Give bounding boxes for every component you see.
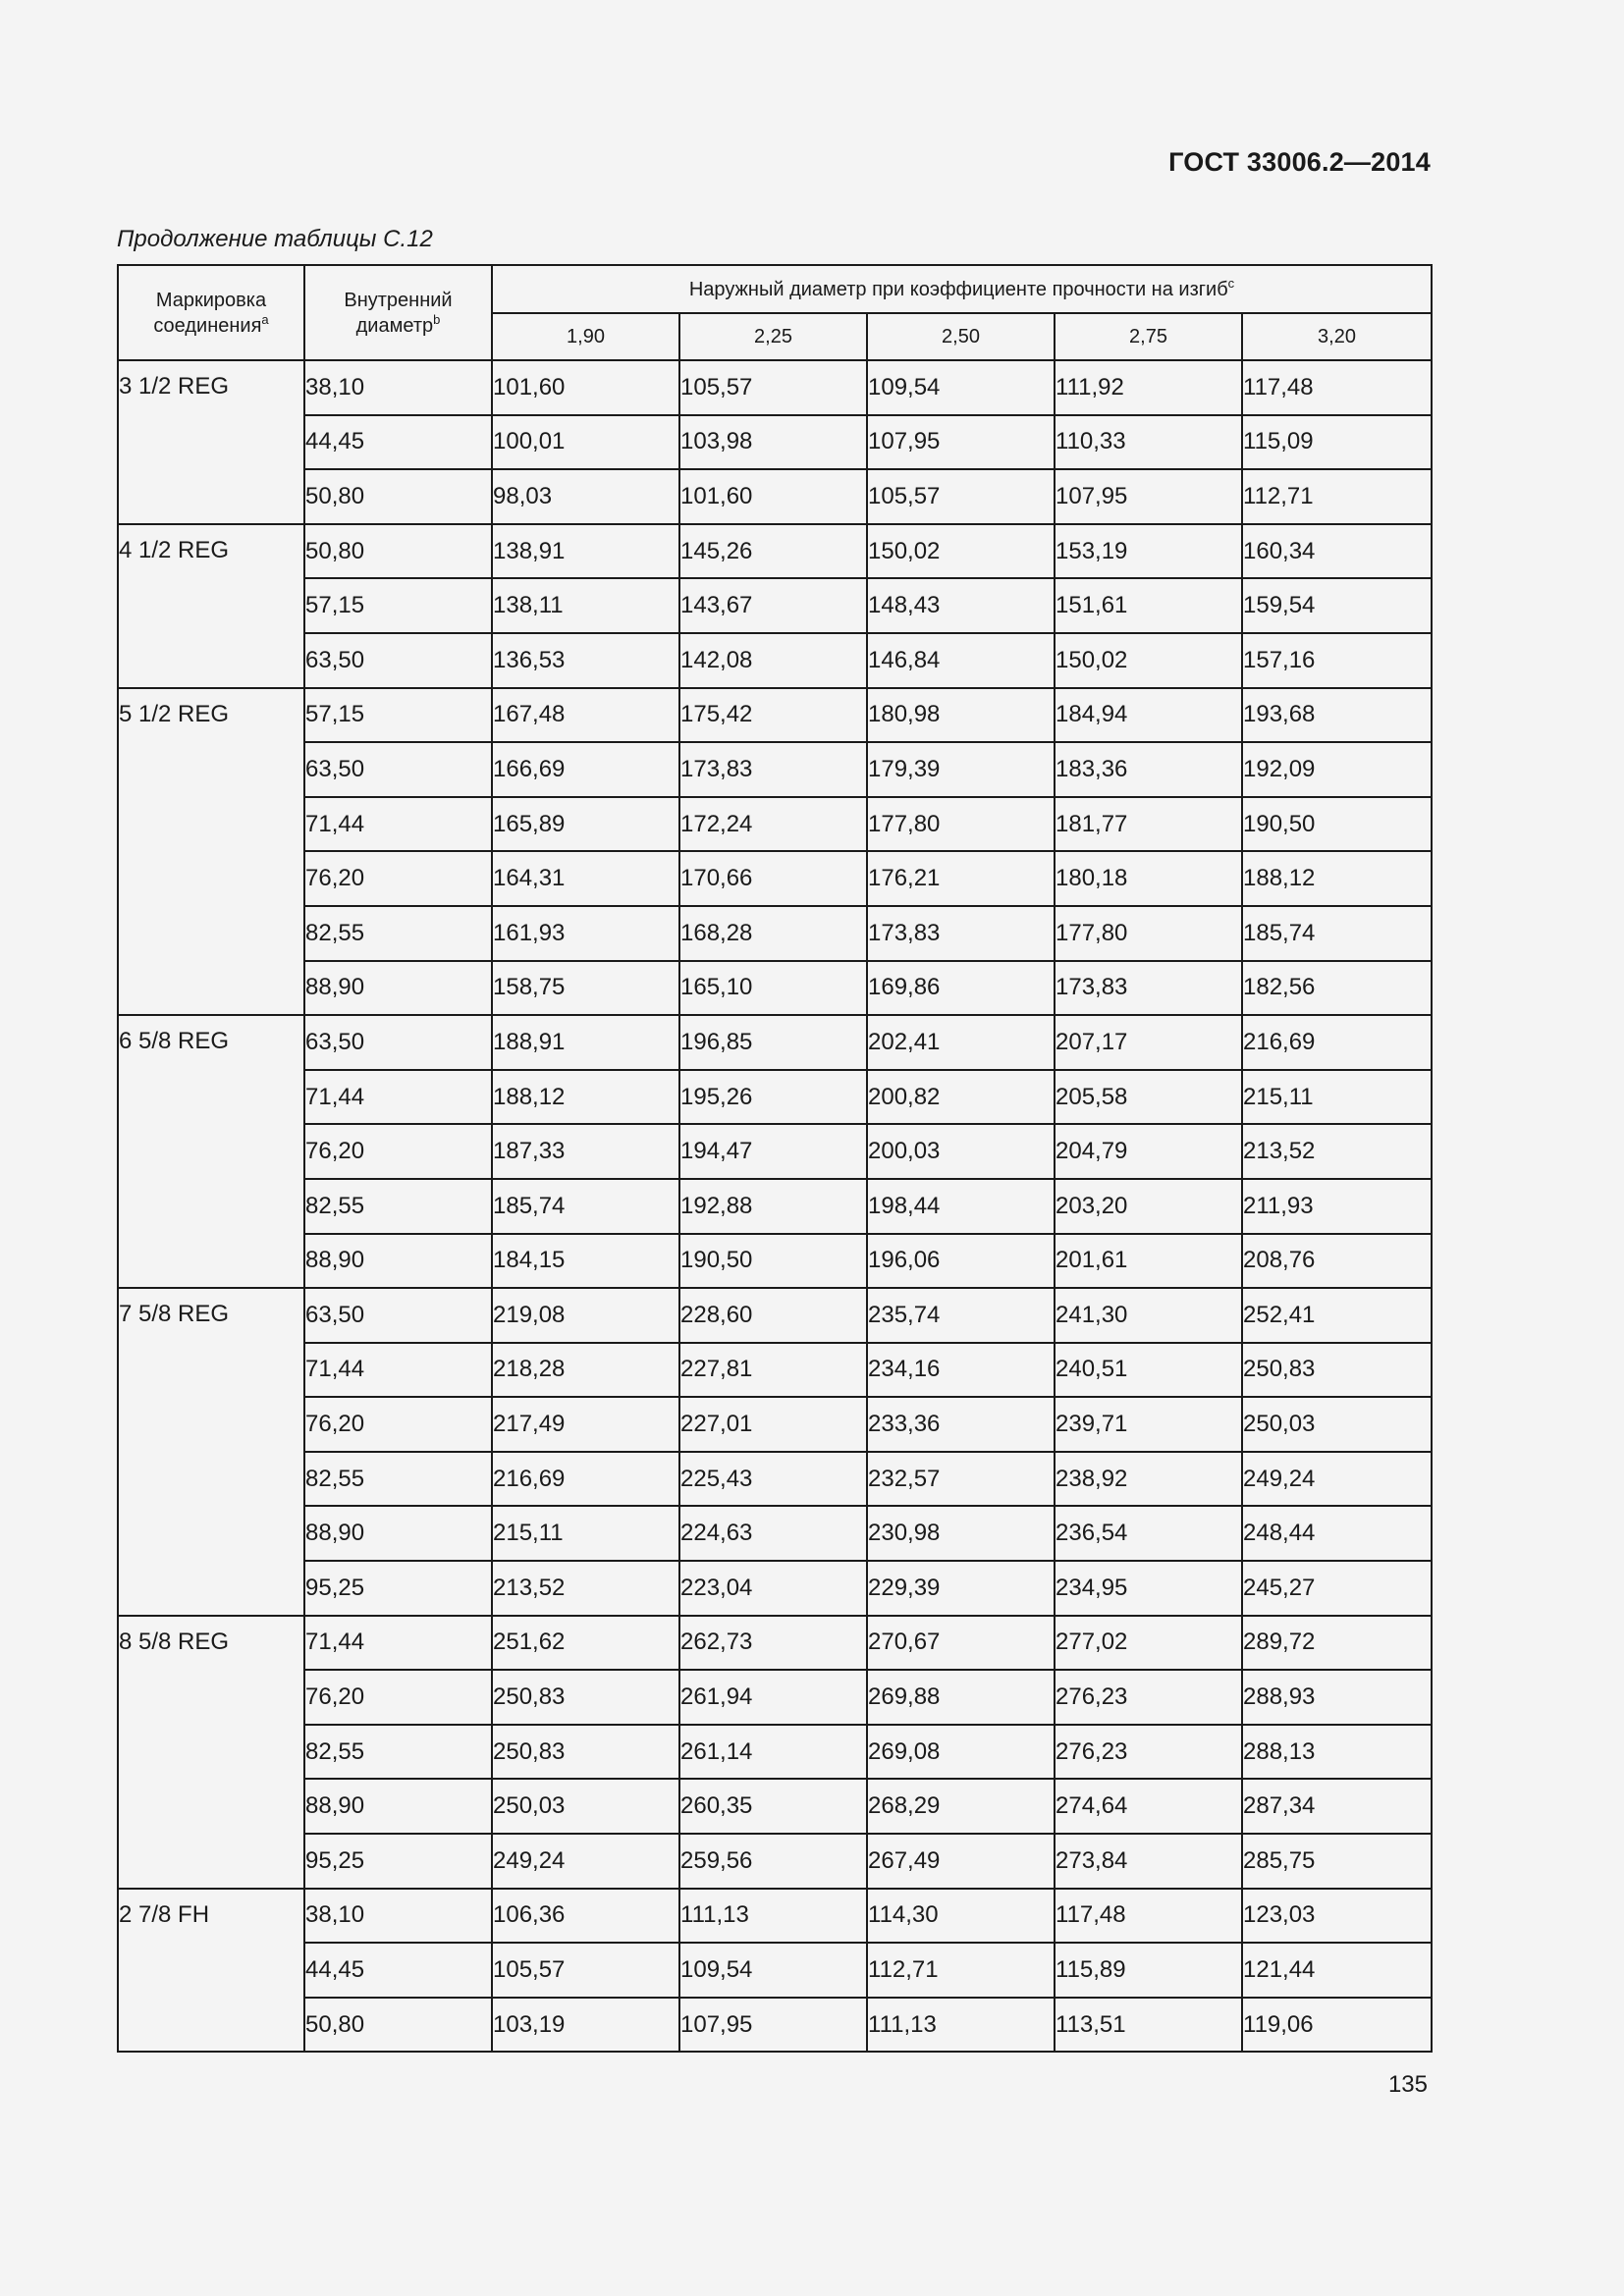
table-caption: Продолжение таблицы С.12 <box>117 226 433 252</box>
table-row <box>118 1234 1432 1289</box>
inner-diameter-cell: 71,44 <box>304 1343 492 1398</box>
outer-diameter-cell: 213,52 <box>492 1561 679 1616</box>
table-row <box>118 688 1432 743</box>
table-row <box>118 1124 1432 1179</box>
outer-diameter-cell: 211,93 <box>1242 1179 1432 1234</box>
outer-diameter-cell: 164,31 <box>492 851 679 906</box>
outer-diameter-cell: 249,24 <box>492 1834 679 1889</box>
outer-diameter-cell: 192,88 <box>679 1179 867 1234</box>
connection-marking-cell: 7 5/8 REG <box>118 1288 304 1616</box>
outer-diameter-cell: 100,01 <box>492 415 679 470</box>
outer-diameter-cell: 261,14 <box>679 1725 867 1780</box>
outer-diameter-cell: 216,69 <box>1242 1015 1432 1070</box>
outer-diameter-cell: 239,71 <box>1055 1397 1242 1452</box>
outer-diameter-cell: 157,16 <box>1242 633 1432 688</box>
outer-diameter-cell: 238,92 <box>1055 1452 1242 1507</box>
outer-diameter-cell: 269,08 <box>867 1725 1055 1780</box>
outer-diameter-cell: 201,61 <box>1055 1234 1242 1289</box>
outer-diameter-cell: 227,01 <box>679 1397 867 1452</box>
outer-diameter-cell: 241,30 <box>1055 1288 1242 1343</box>
outer-diameter-cell: 184,94 <box>1055 688 1242 743</box>
inner-diameter-cell: 88,90 <box>304 961 492 1016</box>
outer-diameter-cell: 170,66 <box>679 851 867 906</box>
outer-diameter-cell: 250,03 <box>1242 1397 1432 1452</box>
inner-diameter-cell: 71,44 <box>304 797 492 852</box>
inner-diameter-cell: 38,10 <box>304 360 492 415</box>
outer-diameter-cell: 234,16 <box>867 1343 1055 1398</box>
outer-diameter-cell: 142,08 <box>679 633 867 688</box>
outer-diameter-cell: 203,20 <box>1055 1179 1242 1234</box>
outer-diameter-cell: 117,48 <box>1242 360 1432 415</box>
outer-diameter-cell: 172,24 <box>679 797 867 852</box>
inner-diameter-cell: 88,90 <box>304 1779 492 1834</box>
inner-diameter-cell: 50,80 <box>304 469 492 524</box>
inner-diameter-cell: 88,90 <box>304 1506 492 1561</box>
outer-diameter-cell: 194,47 <box>679 1124 867 1179</box>
table-row <box>118 742 1432 797</box>
outer-diameter-cell: 145,26 <box>679 524 867 579</box>
outer-diameter-cell: 176,21 <box>867 851 1055 906</box>
outer-diameter-cell: 166,69 <box>492 742 679 797</box>
outer-diameter-cell: 175,42 <box>679 688 867 743</box>
outer-diameter-cell: 213,52 <box>1242 1124 1432 1179</box>
outer-diameter-cell: 109,54 <box>679 1943 867 1998</box>
outer-diameter-cell: 277,02 <box>1055 1616 1242 1671</box>
outer-diameter-cell: 274,64 <box>1055 1779 1242 1834</box>
outer-diameter-cell: 227,81 <box>679 1343 867 1398</box>
header-factor: 2,50 <box>867 313 1055 360</box>
outer-diameter-cell: 107,95 <box>1055 469 1242 524</box>
outer-diameter-cell: 107,95 <box>867 415 1055 470</box>
outer-diameter-cell: 173,83 <box>867 906 1055 961</box>
table-row <box>118 961 1432 1016</box>
outer-diameter-cell: 202,41 <box>867 1015 1055 1070</box>
header-factor: 3,20 <box>1242 313 1432 360</box>
outer-diameter-cell: 287,34 <box>1242 1779 1432 1834</box>
inner-diameter-cell: 57,15 <box>304 688 492 743</box>
outer-diameter-cell: 115,09 <box>1242 415 1432 470</box>
outer-diameter-cell: 204,79 <box>1055 1124 1242 1179</box>
inner-diameter-cell: 76,20 <box>304 1670 492 1725</box>
inner-diameter-cell: 95,25 <box>304 1834 492 1889</box>
table-row <box>118 1670 1432 1725</box>
outer-diameter-cell: 146,84 <box>867 633 1055 688</box>
outer-diameter-cell: 230,98 <box>867 1506 1055 1561</box>
outer-diameter-cell: 179,39 <box>867 742 1055 797</box>
inner-diameter-cell: 76,20 <box>304 1124 492 1179</box>
outer-diameter-cell: 105,57 <box>492 1943 679 1998</box>
outer-diameter-cell: 101,60 <box>679 469 867 524</box>
outer-diameter-cell: 184,15 <box>492 1234 679 1289</box>
outer-diameter-cell: 261,94 <box>679 1670 867 1725</box>
table-row <box>118 1179 1432 1234</box>
table-row <box>118 1343 1432 1398</box>
table-row <box>118 524 1432 579</box>
outer-diameter-cell: 98,03 <box>492 469 679 524</box>
inner-diameter-cell: 44,45 <box>304 1943 492 1998</box>
table-row <box>118 415 1432 470</box>
connection-marking-cell: 5 1/2 REG <box>118 688 304 1016</box>
outer-diameter-cell: 276,23 <box>1055 1670 1242 1725</box>
outer-diameter-cell: 150,02 <box>867 524 1055 579</box>
outer-diameter-cell: 250,83 <box>1242 1343 1432 1398</box>
table-row <box>118 906 1432 961</box>
outer-diameter-cell: 138,11 <box>492 578 679 633</box>
outer-diameter-cell: 288,13 <box>1242 1725 1432 1780</box>
outer-diameter-cell: 183,36 <box>1055 742 1242 797</box>
outer-diameter-cell: 235,74 <box>867 1288 1055 1343</box>
inner-diameter-cell: 82,55 <box>304 1452 492 1507</box>
inner-diameter-cell: 82,55 <box>304 906 492 961</box>
outer-diameter-cell: 123,03 <box>1242 1889 1432 1944</box>
inner-diameter-cell: 63,50 <box>304 1288 492 1343</box>
outer-diameter-cell: 268,29 <box>867 1779 1055 1834</box>
outer-diameter-cell: 200,03 <box>867 1124 1055 1179</box>
header-inner-diameter: Внутренний диаметр$^b$ <box>304 265 492 360</box>
outer-diameter-cell: 173,83 <box>679 742 867 797</box>
header-connection-marking: Маркировка соединения$^a$ <box>118 265 304 360</box>
outer-diameter-cell: 111,92 <box>1055 360 1242 415</box>
outer-diameter-cell: 218,28 <box>492 1343 679 1398</box>
inner-diameter-cell: 50,80 <box>304 1998 492 2053</box>
header-outer-diameter: Наружный диаметр при коэффициенте прочности на изгиб$^c$ <box>492 265 1432 313</box>
outer-diameter-cell: 240,51 <box>1055 1343 1242 1398</box>
page-number: 135 <box>1387 2071 1428 2098</box>
connection-marking-cell: 6 5/8 REG <box>118 1015 304 1288</box>
outer-diameter-cell: 205,58 <box>1055 1070 1242 1125</box>
outer-diameter-cell: 173,83 <box>1055 961 1242 1016</box>
outer-diameter-cell: 150,02 <box>1055 633 1242 688</box>
outer-diameter-cell: 169,86 <box>867 961 1055 1016</box>
table-row <box>118 1288 1432 1343</box>
table-row <box>118 851 1432 906</box>
outer-diameter-cell: 101,60 <box>492 360 679 415</box>
outer-diameter-cell: 188,12 <box>492 1070 679 1125</box>
table-row <box>118 1561 1432 1616</box>
table-row <box>118 797 1432 852</box>
outer-diameter-cell: 215,11 <box>1242 1070 1432 1125</box>
table-row <box>118 1779 1432 1834</box>
outer-diameter-cell: 198,44 <box>867 1179 1055 1234</box>
outer-diameter-cell: 109,54 <box>867 360 1055 415</box>
outer-diameter-cell: 121,44 <box>1242 1943 1432 1998</box>
outer-diameter-cell: 216,69 <box>492 1452 679 1507</box>
outer-diameter-cell: 105,57 <box>867 469 1055 524</box>
table-row <box>118 1943 1432 1998</box>
outer-diameter-cell: 111,13 <box>679 1889 867 1944</box>
outer-diameter-cell: 110,33 <box>1055 415 1242 470</box>
outer-diameter-table <box>117 264 1433 2053</box>
outer-diameter-cell: 195,26 <box>679 1070 867 1125</box>
outer-diameter-cell: 229,39 <box>867 1561 1055 1616</box>
outer-diameter-cell: 215,11 <box>492 1506 679 1561</box>
outer-diameter-cell: 259,56 <box>679 1834 867 1889</box>
outer-diameter-cell: 151,61 <box>1055 578 1242 633</box>
outer-diameter-cell: 188,91 <box>492 1015 679 1070</box>
outer-diameter-cell: 143,67 <box>679 578 867 633</box>
outer-diameter-cell: 107,95 <box>679 1998 867 2053</box>
outer-diameter-cell: 196,06 <box>867 1234 1055 1289</box>
outer-diameter-cell: 250,83 <box>492 1670 679 1725</box>
outer-diameter-cell: 112,71 <box>867 1943 1055 1998</box>
outer-diameter-cell: 270,67 <box>867 1616 1055 1671</box>
outer-diameter-cell: 285,75 <box>1242 1834 1432 1889</box>
outer-diameter-cell: 190,50 <box>1242 797 1432 852</box>
outer-diameter-cell: 267,49 <box>867 1834 1055 1889</box>
outer-diameter-cell: 114,30 <box>867 1889 1055 1944</box>
outer-diameter-cell: 167,48 <box>492 688 679 743</box>
outer-diameter-cell: 250,83 <box>492 1725 679 1780</box>
outer-diameter-cell: 250,03 <box>492 1779 679 1834</box>
inner-diameter-cell: 71,44 <box>304 1616 492 1671</box>
outer-diameter-cell: 245,27 <box>1242 1561 1432 1616</box>
outer-diameter-cell: 196,85 <box>679 1015 867 1070</box>
outer-diameter-cell: 159,54 <box>1242 578 1432 633</box>
outer-diameter-cell: 228,60 <box>679 1288 867 1343</box>
inner-diameter-cell: 88,90 <box>304 1234 492 1289</box>
outer-diameter-cell: 288,93 <box>1242 1670 1432 1725</box>
inner-diameter-cell: 38,10 <box>304 1889 492 1944</box>
outer-diameter-cell: 188,12 <box>1242 851 1432 906</box>
outer-diameter-cell: 219,08 <box>492 1288 679 1343</box>
outer-diameter-cell: 111,13 <box>867 1998 1055 2053</box>
table-row <box>118 1070 1432 1125</box>
outer-diameter-cell: 223,04 <box>679 1561 867 1616</box>
inner-diameter-cell: 71,44 <box>304 1070 492 1125</box>
outer-diameter-cell: 232,57 <box>867 1452 1055 1507</box>
inner-diameter-cell: 63,50 <box>304 633 492 688</box>
table-row <box>118 1452 1432 1507</box>
outer-diameter-cell: 236,54 <box>1055 1506 1242 1561</box>
outer-diameter-cell: 138,91 <box>492 524 679 579</box>
document-code: ГОСТ 33006.2—2014 <box>1168 147 1431 177</box>
outer-diameter-cell: 180,98 <box>867 688 1055 743</box>
inner-diameter-cell: 57,15 <box>304 578 492 633</box>
outer-diameter-cell: 217,49 <box>492 1397 679 1452</box>
inner-diameter-cell: 76,20 <box>304 1397 492 1452</box>
outer-diameter-cell: 105,57 <box>679 360 867 415</box>
outer-diameter-cell: 158,75 <box>492 961 679 1016</box>
outer-diameter-cell: 113,51 <box>1055 1998 1242 2053</box>
outer-diameter-cell: 148,43 <box>867 578 1055 633</box>
connection-marking-cell: 4 1/2 REG <box>118 524 304 688</box>
inner-diameter-cell: 82,55 <box>304 1725 492 1780</box>
outer-diameter-cell: 252,41 <box>1242 1288 1432 1343</box>
table-body <box>118 360 1432 2052</box>
outer-diameter-cell: 165,89 <box>492 797 679 852</box>
outer-diameter-cell: 185,74 <box>1242 906 1432 961</box>
outer-diameter-cell: 269,88 <box>867 1670 1055 1725</box>
outer-diameter-cell: 185,74 <box>492 1179 679 1234</box>
outer-diameter-cell: 103,98 <box>679 415 867 470</box>
outer-diameter-cell: 112,71 <box>1242 469 1432 524</box>
outer-diameter-cell: 165,10 <box>679 961 867 1016</box>
outer-diameter-cell: 262,73 <box>679 1616 867 1671</box>
outer-diameter-cell: 273,84 <box>1055 1834 1242 1889</box>
table-row <box>118 360 1432 415</box>
outer-diameter-cell: 177,80 <box>1055 906 1242 961</box>
connection-marking-cell: 3 1/2 REG <box>118 360 304 524</box>
inner-diameter-cell: 76,20 <box>304 851 492 906</box>
outer-diameter-cell: 192,09 <box>1242 742 1432 797</box>
outer-diameter-cell: 224,63 <box>679 1506 867 1561</box>
outer-diameter-cell: 180,18 <box>1055 851 1242 906</box>
outer-diameter-cell: 276,23 <box>1055 1725 1242 1780</box>
table-row <box>118 1725 1432 1780</box>
outer-diameter-cell: 248,44 <box>1242 1506 1432 1561</box>
outer-diameter-cell: 207,17 <box>1055 1015 1242 1070</box>
outer-diameter-cell: 115,89 <box>1055 1943 1242 1998</box>
table-row <box>118 1998 1432 2053</box>
outer-diameter-cell: 117,48 <box>1055 1889 1242 1944</box>
outer-diameter-cell: 190,50 <box>679 1234 867 1289</box>
inner-diameter-cell: 95,25 <box>304 1561 492 1616</box>
header-factor: 2,25 <box>679 313 867 360</box>
outer-diameter-cell: 233,36 <box>867 1397 1055 1452</box>
outer-diameter-cell: 153,19 <box>1055 524 1242 579</box>
table-row <box>118 633 1432 688</box>
table-row <box>118 1616 1432 1671</box>
connection-marking-cell: 2 7/8 FH <box>118 1889 304 2053</box>
outer-diameter-cell: 200,82 <box>867 1070 1055 1125</box>
inner-diameter-cell: 63,50 <box>304 742 492 797</box>
inner-diameter-cell: 50,80 <box>304 524 492 579</box>
outer-diameter-cell: 177,80 <box>867 797 1055 852</box>
outer-diameter-cell: 187,33 <box>492 1124 679 1179</box>
outer-diameter-cell: 106,36 <box>492 1889 679 1944</box>
table-row <box>118 469 1432 524</box>
table-row <box>118 1889 1432 1944</box>
outer-diameter-cell: 208,76 <box>1242 1234 1432 1289</box>
outer-diameter-cell: 260,35 <box>679 1779 867 1834</box>
outer-diameter-cell: 234,95 <box>1055 1561 1242 1616</box>
outer-diameter-cell: 168,28 <box>679 906 867 961</box>
table-row <box>118 1015 1432 1070</box>
outer-diameter-cell: 193,68 <box>1242 688 1432 743</box>
outer-diameter-cell: 251,62 <box>492 1616 679 1671</box>
outer-diameter-cell: 103,19 <box>492 1998 679 2053</box>
outer-diameter-cell: 289,72 <box>1242 1616 1432 1671</box>
outer-diameter-cell: 161,93 <box>492 906 679 961</box>
inner-diameter-cell: 63,50 <box>304 1015 492 1070</box>
outer-diameter-cell: 249,24 <box>1242 1452 1432 1507</box>
connection-marking-cell: 8 5/8 REG <box>118 1616 304 1889</box>
outer-diameter-cell: 119,06 <box>1242 1998 1432 2053</box>
table-row <box>118 578 1432 633</box>
outer-diameter-cell: 225,43 <box>679 1452 867 1507</box>
inner-diameter-cell: 44,45 <box>304 415 492 470</box>
table-row <box>118 1834 1432 1889</box>
outer-diameter-cell: 182,56 <box>1242 961 1432 1016</box>
outer-diameter-cell: 160,34 <box>1242 524 1432 579</box>
table-row <box>118 1506 1432 1561</box>
table-row <box>118 1397 1432 1452</box>
header-factor: 1,90 <box>492 313 679 360</box>
outer-diameter-cell: 136,53 <box>492 633 679 688</box>
inner-diameter-cell: 82,55 <box>304 1179 492 1234</box>
outer-diameter-cell: 181,77 <box>1055 797 1242 852</box>
header-factor: 2,75 <box>1055 313 1242 360</box>
